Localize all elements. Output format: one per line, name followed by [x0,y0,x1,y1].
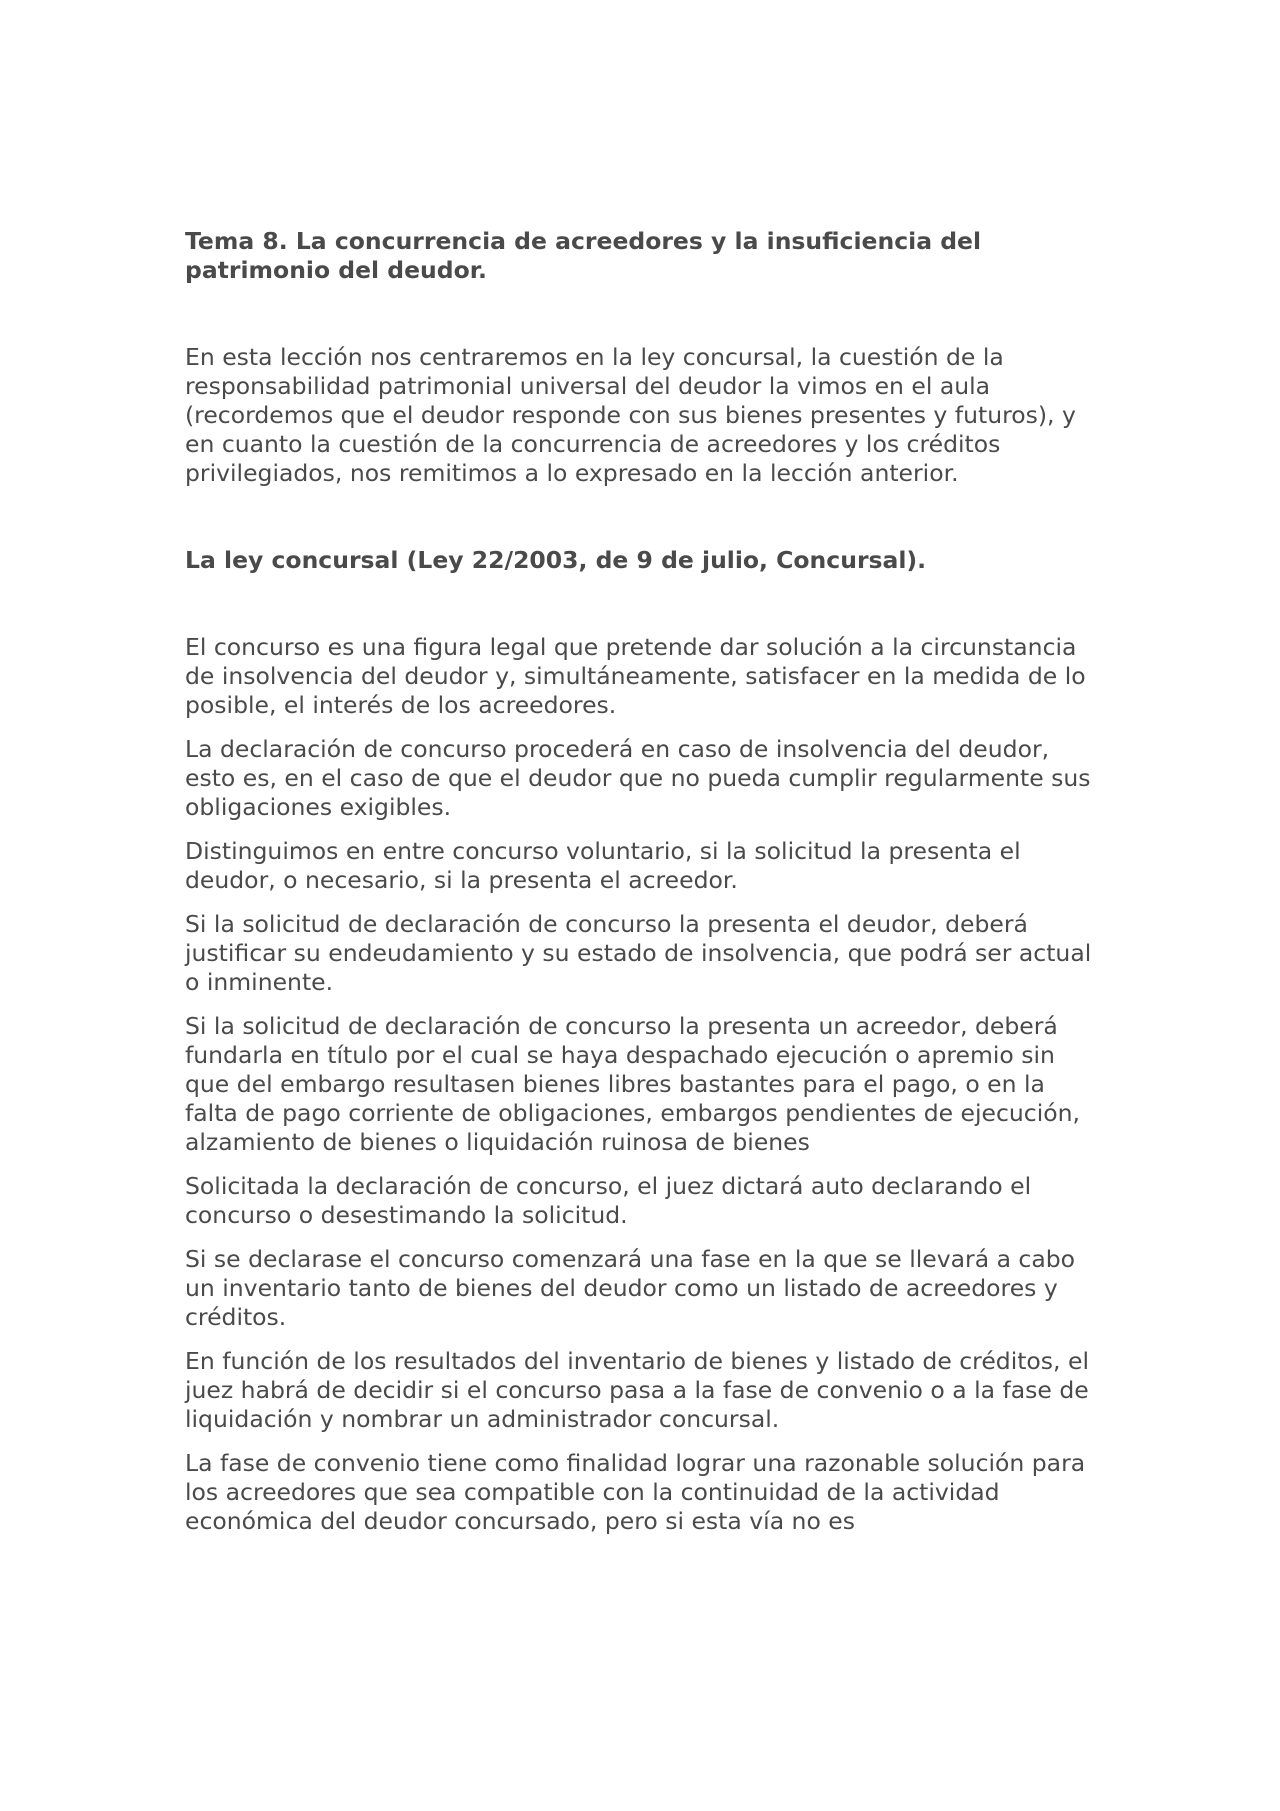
document-body [185,227,1105,1551]
paragraph: La declaración de concurso procederá en caso de insolvencia del deudor, esto es, en el caso de que el deudor que no pueda cumplir regularmente sus obligaciones exigibles. [185,735,1091,821]
paragraph: Si la solicitud de declaración de concurso la presenta un acreedor, deberá fundarla en título por el cual se haya despachado ejecución o apremio sin que del embargo resultasen bienes libres bastantes para el pago, o en la falta de pago corriente de obligaciones, embargos pendientes de ejecución, alzamiento de bienes o liquidación ruinosa de bienes [185,1012,1080,1156]
paragraph: Si la solicitud de declaración de concurso la presenta el deudor, deberá justificar su endeudamiento y su estado de insolvencia, que podrá ser actual o inminente. [185,910,1092,996]
paragraph: Distinguimos en entre concurso voluntario, si la solicitud la presenta el deudor, o necesario, si la presenta el acreedor. [185,837,1021,894]
paragraph: En función de los resultados del inventario de bienes y listado de créditos, el juez habrá de decidir si el concurso pasa a la fase de convenio o a la fase de liquidación y nombrar un administrador concursal. [185,1347,1089,1433]
paragraph: El concurso es una figura legal que pretende dar solución a la circunstancia de insolvencia del deudor y, simultáneamente, satisfacer en la medida de lo posible, el interés de los acreedores. [185,633,1086,719]
document-title: Tema 8. La concurrencia de acreedores y la insuficiencia del patrimonio del deudor. [185,227,982,284]
paragraph: Solicitada la declaración de concurso, el juez dictará auto declarando el concurso o desestimando la solicitud. [185,1172,1032,1229]
intro-paragraph: En esta lección nos centraremos en la ley concursal, la cuestión de la responsabilidad patrimonial universal del deudor la vimos en el aula (recordemos que el deudor responde con sus bienes presentes y futuros), y en cuanto la cuestión de la concurrencia de acreedores y los créditos privilegiados, nos remitimos a lo expresado en la lección anterior. [185,343,1076,487]
paragraph: Si se declarase el concurso comenzará una fase en la que se llevará a cabo un inventario tanto de bienes del deudor como un listado de acreedores y créditos. [185,1245,1076,1331]
section-title: La ley concursal (Ley 22/2003, de 9 de julio, Concursal). [185,546,927,574]
paragraph: La fase de convenio tiene como finalidad lograr una razonable solución para los acreedores que sea compatible con la continuidad de la actividad económica del deudor concursado, pero si esta vía no es [185,1449,1086,1535]
